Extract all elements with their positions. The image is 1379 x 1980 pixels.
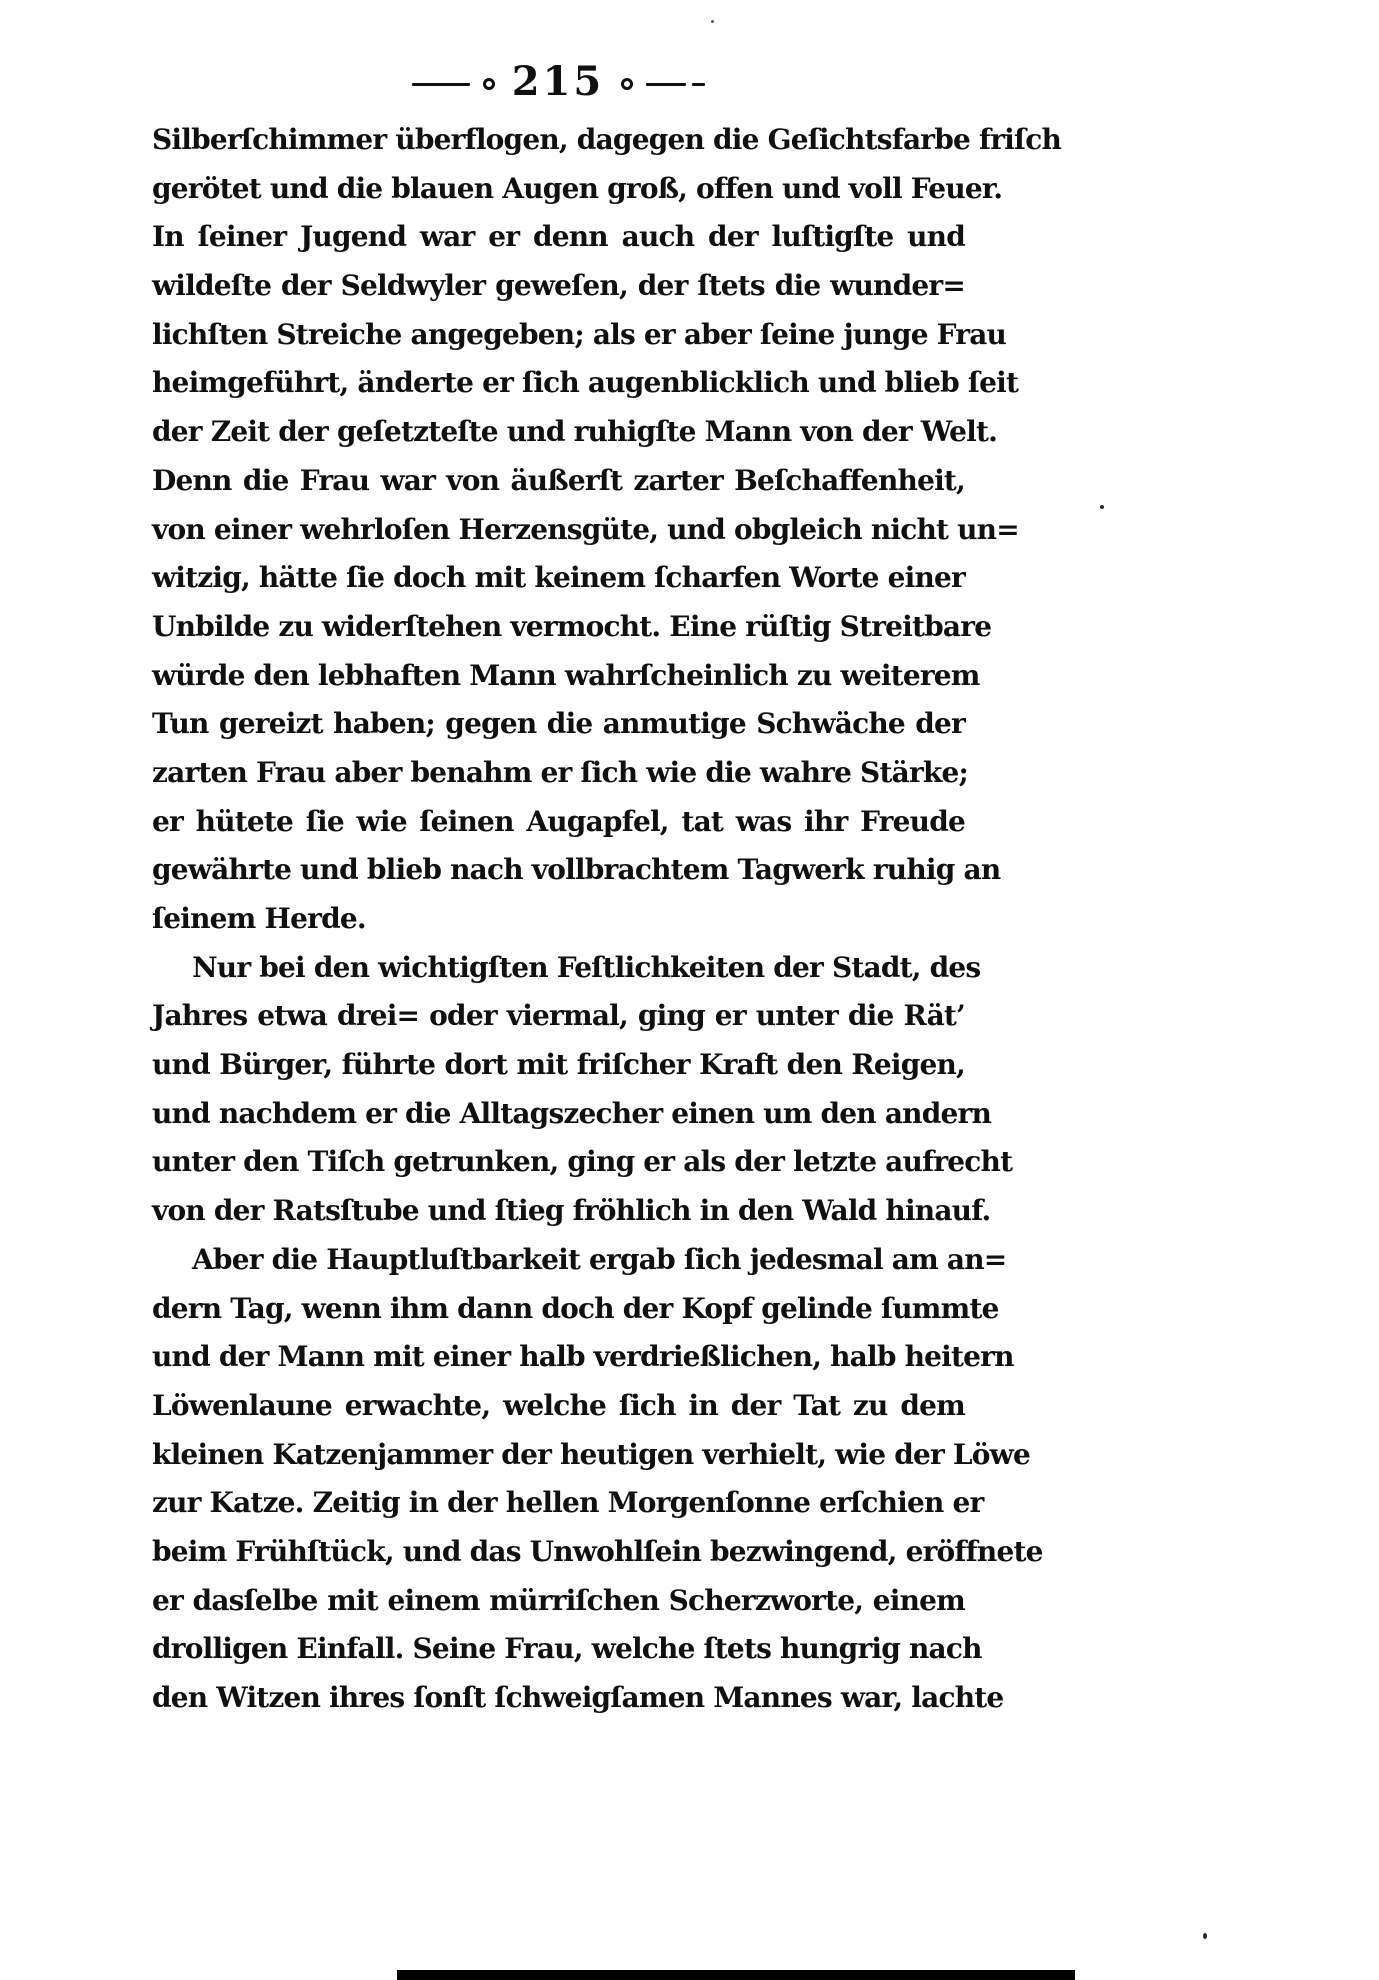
text-line: Löwenlaune erwachte, welche ſich in der Tat zu dem — [152, 1388, 965, 1422]
text-line: von der Ratsſtube und ſtieg fröhlich in den Wald hinauf. — [152, 1194, 991, 1228]
text-line: unter den Tiſch getrunken, ging er als der letzte aufrecht — [152, 1145, 1013, 1179]
text-line: und der Mann mit einer halb verdrießlichen, halb heitern — [152, 1340, 1014, 1374]
text-line: dern Tag, wenn ihm dann doch der Kopf gelinde ſummte — [152, 1291, 999, 1325]
text-line: witzig, hätte ſie doch mit keinem ſcharfen Worte einer — [152, 561, 965, 595]
scan-artifact-bar — [397, 1970, 1075, 1980]
text-line: ſeinem Herde. — [152, 902, 366, 935]
text-line: beim Frühſtück, und das Unwohlſein bezwingend, eröffnete — [152, 1534, 1043, 1568]
scan-speck — [711, 20, 714, 23]
text-line: von einer wehrloſen Herzensgüte, und obgleich nicht un= — [152, 512, 1019, 546]
header-ornament-circle-right — [621, 78, 633, 90]
text-line: den Witzen ihres ſonſt ſchweigſamen Mannes war, lachte — [152, 1681, 1004, 1714]
page-header — [152, 58, 965, 110]
header-ornament-circle-left — [483, 78, 495, 90]
text-line: Jahres etwa drei= oder viermal, ging er unter die Rät’ — [152, 999, 965, 1033]
text-line: zur Katze. Zeitig in der hellen Morgenſonne erſchien er — [152, 1486, 984, 1520]
text-line: Denn die Frau war von äußerſt zarter Beſchaffenheit, — [152, 463, 965, 497]
page-text — [152, 116, 1062, 1723]
scan-speck — [1100, 505, 1104, 509]
text-line: er dasſelbe mit einem mürriſchen Scherzworte, einem — [152, 1583, 965, 1617]
text-line: Tun gereizt haben; gegen die anmutige Schwäche der — [152, 707, 965, 741]
header-rule-right-tail — [692, 83, 705, 86]
text-line: drolligen Einfall. Seine Frau, welche ſtets hungrig nach — [152, 1632, 982, 1666]
text-line: heimgeführt, änderte er ſich augenblicklich und blieb ſeit — [152, 366, 1019, 400]
text-line: er hütete ſie wie ſeinen Augapfel, tat was ihr Freude — [152, 804, 965, 838]
text-line: Silberſchimmer überflogen, dagegen die Geſichtsfarbe friſch — [152, 123, 1062, 156]
text-line: wildeſte der Seldwyler geweſen, der ſtets die wunder= — [152, 269, 965, 303]
text-line: In ſeiner Jugend war er denn auch der luſtigſte und — [152, 220, 965, 254]
text-line: und Bürger, führte dort mit friſcher Kraft den Reigen, — [152, 1048, 965, 1082]
text-line: Aber die Hauptluſtbarkeit ergab ſich jedesmal am an= — [192, 1242, 1007, 1276]
text-line: gerötet und die blauen Augen groß, offen und voll Feuer. — [152, 171, 1003, 205]
text-line: der Zeit der geſetzteſte und ruhigſte Mann von der Welt. — [152, 415, 998, 449]
text-line: würde den lebhaften Mann wahrſcheinlich zu weiterem — [152, 658, 980, 692]
text-line: gewährte und blieb nach vollbrachtem Tagwerk ruhig an — [152, 853, 1001, 887]
scan-speck — [1203, 1933, 1207, 1939]
text-line: kleinen Katzenjammer der heutigen verhielt, wie der Löwe — [152, 1437, 1030, 1471]
text-line: zarten Frau aber benahm er ſich wie die wahre Stärke; — [152, 755, 969, 789]
page-number: 215 — [511, 58, 605, 105]
text-line: und nachdem er die Alltagszecher einen um den andern — [152, 1096, 992, 1130]
text-line: lichſten Streiche angegeben; als er aber ſeine junge Frau — [152, 317, 1007, 351]
text-line: Unbilde zu widerſtehen vermocht. Eine rüſtig Streitbare — [152, 609, 992, 643]
header-rule-right — [646, 83, 686, 86]
header-rule-left — [412, 83, 470, 86]
text-line: Nur bei den wichtigſten Feſtlichkeiten der Stadt, des — [192, 950, 981, 984]
